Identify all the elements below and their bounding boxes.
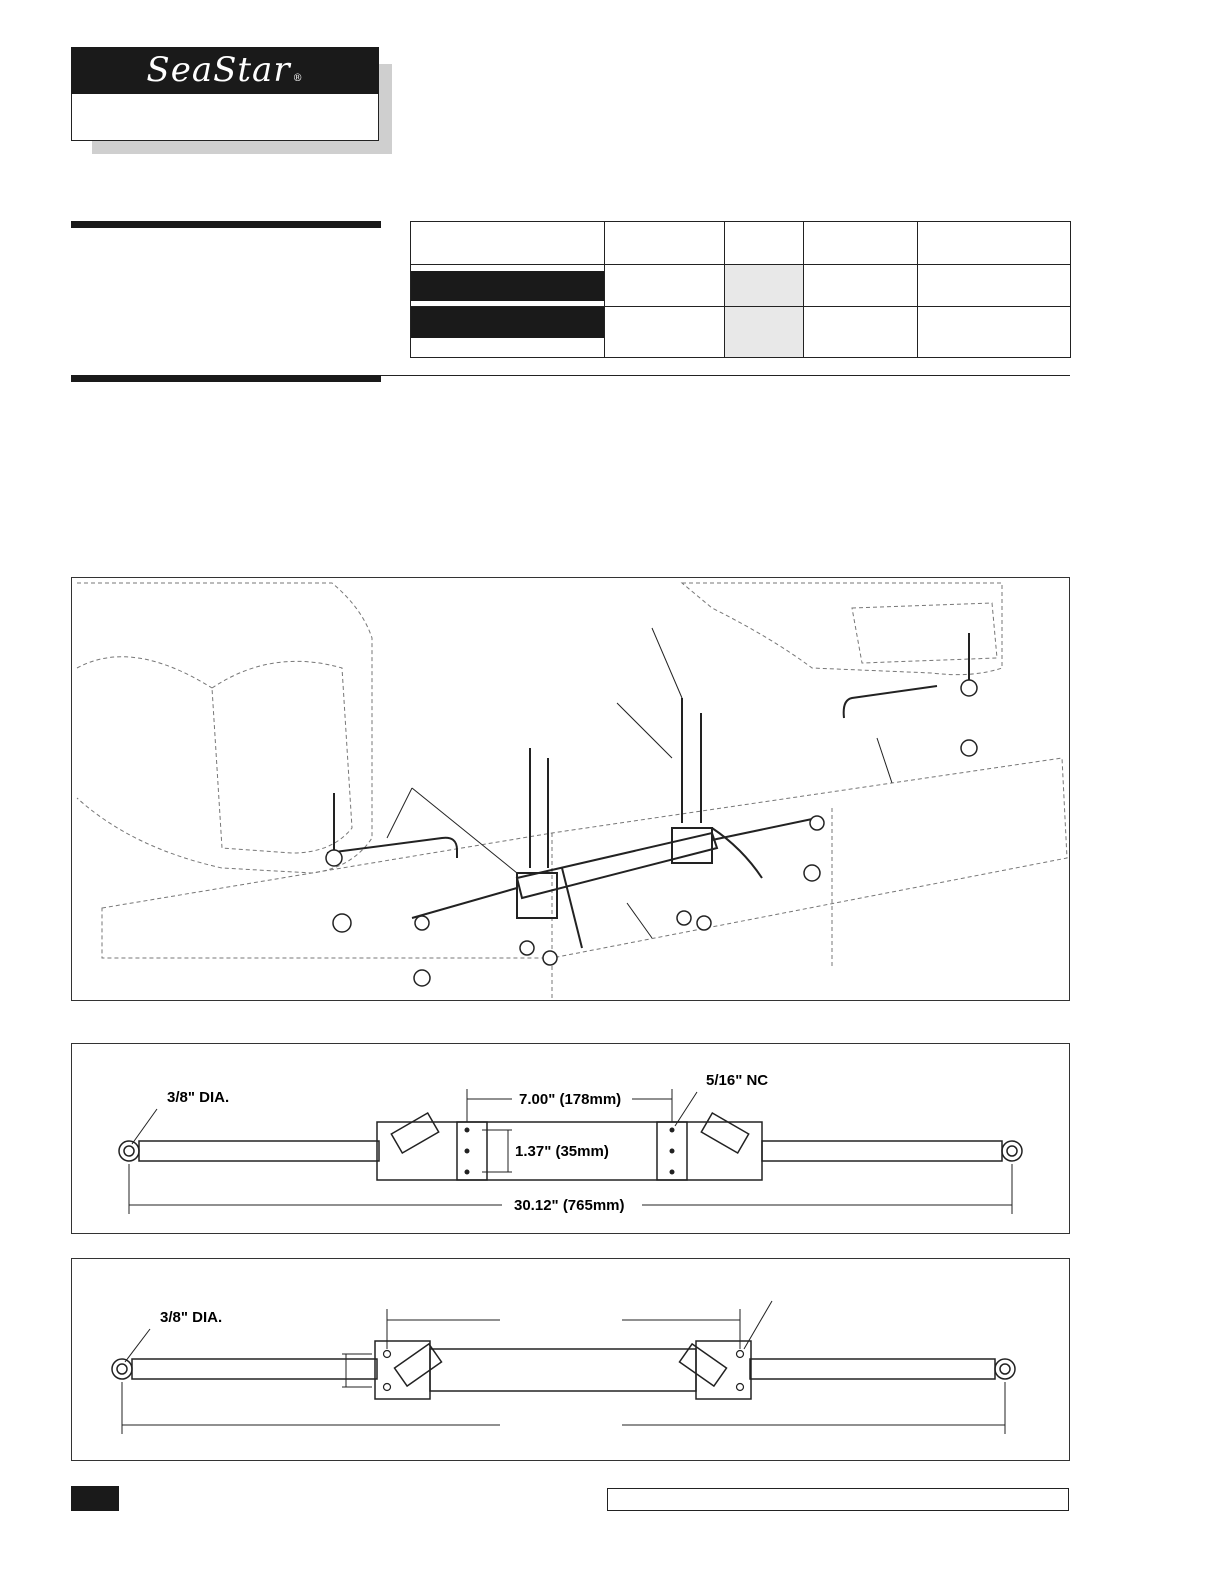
dimension-drawing-front-svg xyxy=(72,1044,1069,1233)
nut xyxy=(543,951,557,965)
table-cell xyxy=(918,307,1071,358)
rod-end-hole xyxy=(117,1364,127,1374)
leader-line xyxy=(412,788,517,873)
table-cell xyxy=(605,307,725,358)
mount-hole xyxy=(465,1128,470,1133)
mount-hole xyxy=(670,1149,675,1154)
footer-box xyxy=(607,1488,1069,1511)
mount-hole xyxy=(465,1170,470,1175)
table-cell-model xyxy=(411,307,605,358)
rod-end-hole xyxy=(124,1146,134,1156)
cylinder-body xyxy=(430,1349,696,1391)
fitting xyxy=(679,1344,726,1386)
transom-outline xyxy=(102,758,1067,958)
table-cell xyxy=(804,265,918,307)
left-engine-cowl xyxy=(212,661,352,853)
leader-line xyxy=(744,1301,772,1349)
nut xyxy=(804,865,820,881)
rod-end xyxy=(415,916,429,930)
dimension-drawing-alt xyxy=(71,1258,1070,1461)
table-header-row xyxy=(411,222,1071,265)
leader-line xyxy=(132,1109,157,1144)
model-label-block xyxy=(411,307,604,338)
leader-line xyxy=(387,788,412,838)
brand-name: SeaStar xyxy=(146,50,291,90)
fitting xyxy=(391,1113,438,1153)
fitting xyxy=(394,1344,441,1386)
overall-length-label: 30.12" (765mm) xyxy=(514,1197,625,1214)
nut xyxy=(520,941,534,955)
mount-hole xyxy=(384,1351,391,1358)
right-mount xyxy=(696,1341,751,1399)
table-cell xyxy=(605,222,725,265)
table-row xyxy=(411,265,1071,307)
right-rod xyxy=(750,1359,995,1379)
nut xyxy=(677,911,691,925)
left-engine-outline xyxy=(77,583,372,873)
hydraulic-hose xyxy=(562,868,582,948)
nut xyxy=(414,970,430,986)
page-tab xyxy=(71,1486,119,1511)
dimension-drawing-front xyxy=(71,1043,1070,1234)
rod-end-dia-label: 3/8" DIA. xyxy=(160,1309,223,1326)
model-label-block xyxy=(411,271,604,301)
mount-height-label: 1.37" (35mm) xyxy=(515,1143,609,1160)
rod-end-eye xyxy=(1002,1141,1022,1161)
left-mount xyxy=(457,1122,487,1180)
fitting xyxy=(701,1113,748,1153)
left-rod xyxy=(132,1359,377,1379)
rod-end xyxy=(326,850,342,866)
right-engine-cowl xyxy=(852,603,997,663)
table-cell xyxy=(918,265,1071,307)
left-tie-bar xyxy=(327,838,457,858)
mount-bolt-label: 5/16" NC xyxy=(706,1072,769,1089)
nut xyxy=(697,916,711,930)
left-rod xyxy=(412,888,517,918)
section-rule-bottom xyxy=(71,375,381,382)
spec-table xyxy=(410,221,1071,358)
mount-hole xyxy=(737,1384,744,1391)
rod-end-eye xyxy=(995,1359,1015,1379)
right-rod xyxy=(712,818,817,840)
table-cell xyxy=(804,222,918,265)
leader-line xyxy=(627,903,652,938)
brand-logo xyxy=(100,47,350,94)
table-cell xyxy=(804,307,918,358)
left-mount-block xyxy=(517,873,557,918)
installation-diagram xyxy=(71,577,1070,1001)
leader-line xyxy=(675,1092,697,1126)
section-rule-top xyxy=(71,221,381,228)
rod-end xyxy=(810,816,824,830)
dimension-drawing-alt-svg xyxy=(72,1259,1069,1460)
table-cell xyxy=(725,307,804,358)
table-cell xyxy=(725,265,804,307)
mount-hole xyxy=(737,1351,744,1358)
nut xyxy=(333,914,351,932)
mount-hole xyxy=(465,1149,470,1154)
divider-line xyxy=(381,375,1070,376)
table-cell xyxy=(725,222,804,265)
left-rod xyxy=(139,1141,379,1161)
rod-end-hole xyxy=(1007,1146,1017,1156)
rod-end-hole xyxy=(1000,1364,1010,1374)
right-tie-bar xyxy=(844,686,937,718)
left-engine-line xyxy=(77,657,212,688)
mount-spacing-label: 7.00" (178mm) xyxy=(519,1091,622,1108)
table-cell xyxy=(918,222,1071,265)
leader-line xyxy=(125,1329,150,1362)
installation-drawing xyxy=(72,578,1069,1000)
rod-end-eye xyxy=(119,1141,139,1161)
table-cell xyxy=(605,265,725,307)
leader-line xyxy=(617,703,672,758)
nut xyxy=(961,740,977,756)
mount-hole xyxy=(384,1384,391,1391)
right-engine-outline xyxy=(682,583,1002,675)
table-row xyxy=(411,307,1071,358)
rod-end xyxy=(961,680,977,696)
right-rod xyxy=(762,1141,1002,1161)
table-cell-model xyxy=(411,265,605,307)
registered-mark: ® xyxy=(292,73,304,84)
mount-hole xyxy=(670,1128,675,1133)
rod-end-eye xyxy=(112,1359,132,1379)
rod-end-dia-label: 3/8" DIA. xyxy=(167,1089,230,1106)
table-cell xyxy=(411,222,605,265)
mount-hole xyxy=(670,1170,675,1175)
leader-line xyxy=(877,738,892,783)
leader-line xyxy=(652,628,682,698)
